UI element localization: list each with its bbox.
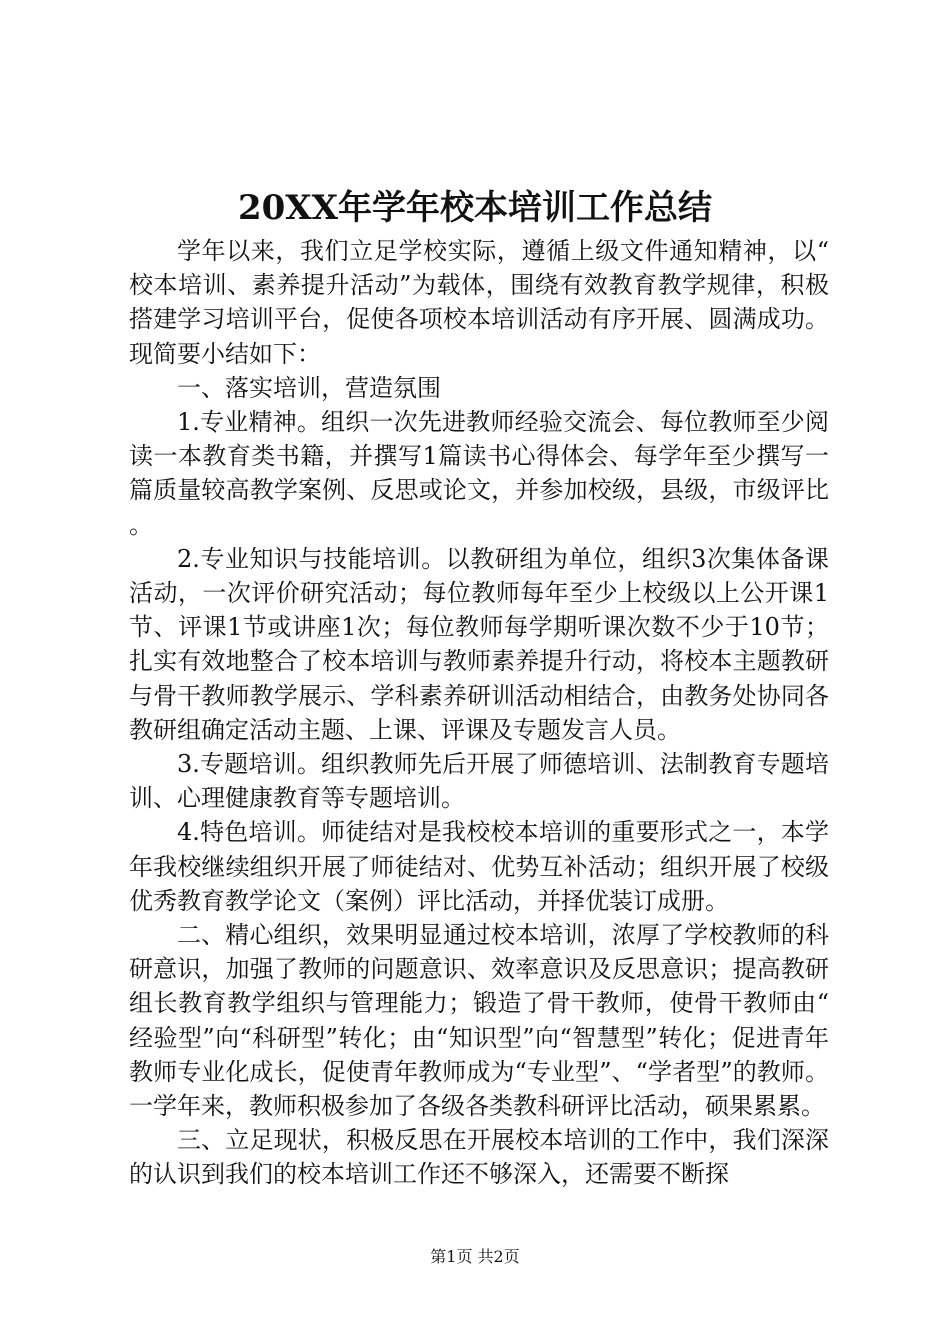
document-body (129, 234, 829, 1192)
paragraph-item-3: 3.专题培训。组织教师先后开展了师德培训、法制教育专题培训、心理健康教育等专题培训。 (129, 750, 829, 813)
paragraph-item-1: 1.专业精神。组织一次先进教师经验交流会、每位教师至少阅读一本教育类书籍，并撰写1篇读书心得体会、每学年至少撰写一篇质量较高教学案例、反思或论文，并参加校级，县级，市级评比。 (129, 408, 829, 539)
page-number-footer: 第1页 共2页 (430, 1247, 520, 1266)
heading-section-1: 一、落实培训，营造氛围 (177, 373, 441, 402)
paragraph-section-3: 三、立足现状，积极反思在开展校本培训的工作中，我们深深的认识到我们的校本培训工作还不够深入，还需要不断探 (129, 1126, 829, 1189)
paragraph-intro: 学年以来，我们立足学校实际，遵循上级文件通知精神，以“校本培训、素养提升活动”为载体，围绕有效教育教学规律，积极搭建学习培训平台，促使各项校本培训活动有序开展、圆满成功。现简要小结如下： (129, 237, 829, 368)
paragraph-item-2: 2.专业知识与技能培训。以教研组为单位，组织3次集体备课活动，一次评价研究活动；每位教师每年至少上校级以上公开课1节、评课1节或讲座1次；每位教师每学期听课次数不少于10节；扎实有效地整合了校本培训与教师素养提升行动，将校本主题教研与骨干教师教学展示、学科素养研训活动相结合，由教务处协同各教研组确定活动主题、上课、评课及专题发言人员。 (129, 544, 829, 744)
paragraph-item-4: 4.特色培训。师徒结对是我校校本培训的重要形式之一，本学年我校继续组织开展了师徒结对、优势互补活动；组织开展了校级优秀教育教学论文（案例）评比活动，并择优装订成册。 (129, 818, 829, 915)
paragraph-section-2: 二、精心组织，效果明显通过校本培训，浓厚了学校教师的科研意识，加强了教师的问题意识、效率意识及反思意识；提高教研组长教育教学组织与管理能力；锻造了骨干教师，使骨干教师由“经验型”向“科研型”转化；由“知识型”向“智慧型”转化；促进青年教师专业化成长，促使青年教师成为“专业型”、“学者型”的教师。一学年来，教师积极参加了各级各类教科研评比活动，硕果累累。 (129, 921, 829, 1121)
document-title: 20XX年学年校本培训工作总结 (237, 188, 713, 228)
